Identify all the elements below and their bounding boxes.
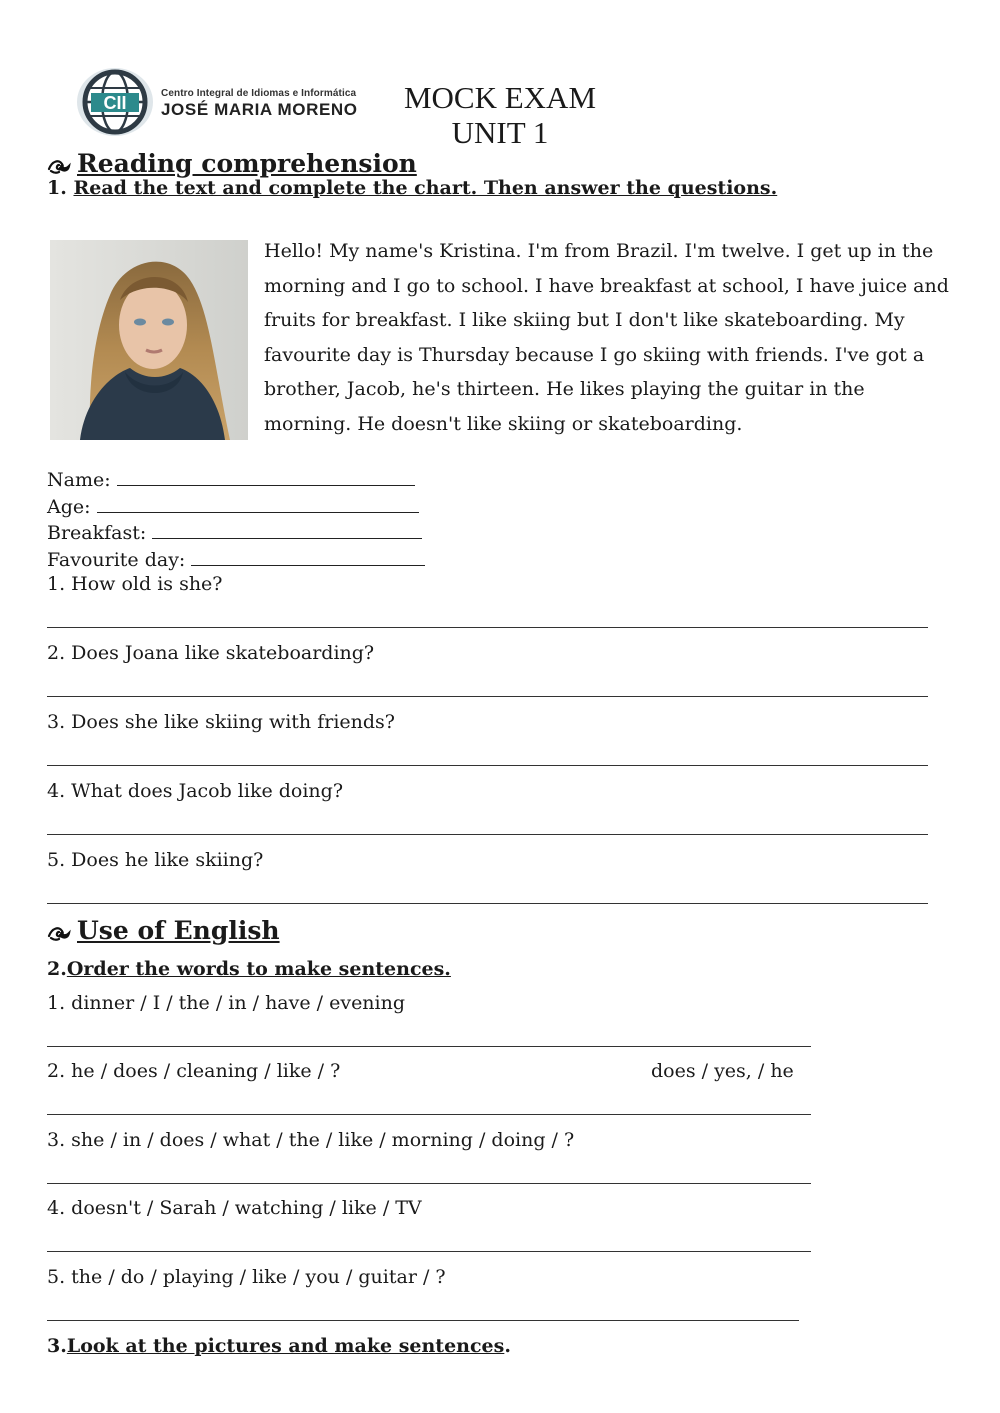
order-item: 4. doesn't / Sarah / watching / like / TV <box>47 1197 422 1219</box>
favourite-day-answer-blank[interactable] <box>191 547 425 566</box>
pictures-instruction-text: Look at the pictures and make sentences <box>66 1335 505 1357</box>
answer-line[interactable] <box>47 1251 811 1252</box>
answer-line[interactable] <box>47 1320 799 1321</box>
english-instruction-number: 2. <box>47 958 67 980</box>
english-heading-text: Use of English <box>77 916 280 945</box>
answer-line[interactable] <box>47 696 928 697</box>
order-item: 5. the / do / playing / like / you / guitar / ? <box>47 1266 446 1288</box>
answer-line[interactable] <box>47 765 928 766</box>
pictures-instruction-number: 3. <box>47 1335 67 1357</box>
answer-line[interactable] <box>47 627 928 628</box>
question-item: 1. How old is she? <box>47 573 223 595</box>
girl-portrait-image <box>50 240 248 440</box>
order-item: 3. she / in / does / what / the / like / morning / doing / ? <box>47 1129 575 1151</box>
answer-line[interactable] <box>47 1114 811 1115</box>
school-logo <box>75 66 380 138</box>
order-item: 2. he / does / cleaning / like / ? <box>47 1060 341 1082</box>
fleuron-icon <box>47 157 71 175</box>
name-answer-blank[interactable] <box>117 467 415 486</box>
svg-text:CII: CII <box>103 93 127 113</box>
page-subtitle: UNIT 1 <box>451 115 549 150</box>
question-item: 4. What does Jacob like doing? <box>47 780 344 802</box>
chart-label-age: Age: <box>47 496 91 518</box>
reading-heading-text: Reading comprehension <box>77 149 417 178</box>
order-item: 1. dinner / I / the / in / have / evening <box>47 992 406 1014</box>
globe-logo-icon <box>75 66 157 138</box>
reading-text: Hello! My name's Kristina. I'm from Brazil. I'm twelve. I get up in the morning and I go to school. I have breakfast at school, I have juice and fruits for breakfast. I like skiing but I don't like skateboarding. My favourite day is Thursday because I go skiing with friends. I've got a brother, Jacob, he's thirteen. He likes playing the guitar in the morning. He doesn't like skiing or skateboarding. <box>264 240 949 435</box>
reading-instruction <box>47 177 777 199</box>
page-title: MOCK EXAM <box>403 80 597 115</box>
reading-instruction-text: Read the text and complete the chart. Then answer the questions. <box>73 177 778 199</box>
english-heading <box>47 916 280 945</box>
short-answer-words: does / yes, / he <box>651 1060 794 1082</box>
english-instruction-text: Order the words to make sentences. <box>66 958 451 980</box>
chart-label-favourite-day: Favourite day: <box>47 549 186 571</box>
answer-line[interactable] <box>47 1046 811 1047</box>
chart-row-breakfast <box>47 520 422 544</box>
answer-line[interactable] <box>47 1183 811 1184</box>
chart-label-breakfast: Breakfast: <box>47 522 147 544</box>
question-item: 3. Does she like skiing with friends? <box>47 711 395 733</box>
reading-instruction-number: 1. <box>47 177 67 199</box>
fleuron-icon <box>47 924 71 942</box>
chart-row-age <box>47 494 419 518</box>
logo-org-line2: JOSÉ MARIA MORENO <box>161 100 358 119</box>
question-item: 2. Does Joana like skateboarding? <box>47 642 375 664</box>
answer-line[interactable] <box>47 834 928 835</box>
answer-line[interactable] <box>47 903 928 904</box>
chart-row-name <box>47 467 415 491</box>
english-instruction <box>47 958 451 980</box>
chart-label-name: Name: <box>47 469 111 491</box>
breakfast-answer-blank[interactable] <box>152 520 422 539</box>
reading-heading <box>47 149 417 178</box>
pictures-instruction <box>47 1335 511 1357</box>
chart-row-favourite-day <box>47 547 425 571</box>
pictures-instruction-period: . <box>504 1335 511 1357</box>
logo-org-line1: Centro Integral de Idiomas e Informática <box>161 88 357 99</box>
age-answer-blank[interactable] <box>97 494 419 513</box>
question-item: 5. Does he like skiing? <box>47 849 264 871</box>
